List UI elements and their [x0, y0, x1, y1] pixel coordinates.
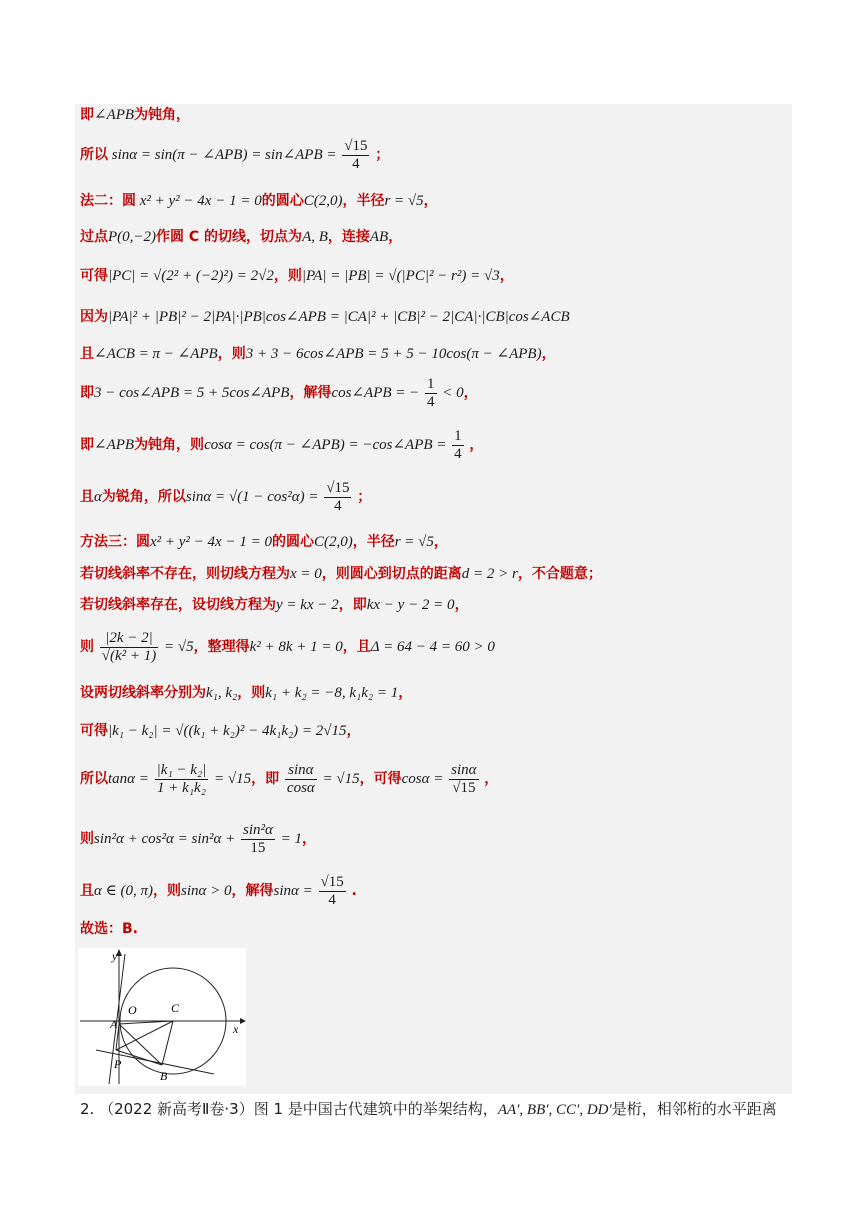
segment-pb: [116, 1050, 162, 1065]
label-p: P: [114, 1057, 122, 1071]
solution-line: 且α ∈ (0, π)，则sinα > 0，解得sinα = $\frac{√15}{4}$ .: [80, 874, 357, 908]
solution-line: 即∠APB为钝角，: [80, 107, 191, 123]
answer-line: 故选：B.: [80, 921, 138, 937]
label-y: y: [112, 949, 118, 963]
solution-line: 可得|k₁ − k₂| = √((k₁ + k₂)² − 4k₁k₂) = 2√15，: [80, 723, 361, 739]
label-c: C: [171, 1001, 180, 1015]
solution-line: 若切线斜率不存在，则切线方程为x = 0，则圆心到切点的距离d = 2 > r，不合题意；: [80, 566, 602, 582]
label-o: O: [128, 1003, 137, 1017]
solution-line: 则sin²α + cos²α = sin²α + $\frac{\text{sin²α}}{15}$ = 1，: [80, 822, 316, 856]
label-b: B: [160, 1069, 168, 1083]
next-question-line: 2. （2022 新高考Ⅱ卷·3）图 1 是中国古代建筑中的举架结构，AA′, BB′, CC′, DD′是桁，相邻桁的水平距离: [80, 1100, 777, 1118]
solution-line: 即3 − cos∠APB = 5 + 5cos∠APB，解得cos∠APB = − $\frac{1}{4}$ < 0，: [80, 376, 478, 410]
solution-line: 因为|PA|² + |PB|² − 2|PA|·|PB|cos∠APB = |CA|² + |CB|² − 2|CA|·|CB|cos∠ACB: [80, 309, 570, 325]
solution-line: 若切线斜率存在，设切线方程为y = kx − 2，即kx − y − 2 = 0，: [80, 597, 469, 613]
solution-line: 法二：圆 x² + y² − 4x − 1 = 0的圆心C(2,0)，半径r = √5，: [80, 193, 438, 209]
solution-line: 所以tanα = $\frac{\text{|k₁ − k₂|}}{\text{1 + k₁k₂}}$ = √15，即 $\frac{\sin\alpha}{\cos\alpha}$ = √15，可得cosα = $\frac{\sin\alpha}{√15}$ ，: [80, 762, 499, 796]
solution-line: 方法三：圆x² + y² − 4x − 1 = 0的圆心C(2,0)，半径r = √5，: [80, 534, 448, 550]
segment-pc: [116, 1021, 173, 1050]
label-a: A: [110, 1017, 118, 1031]
solution-line: 即∠APB为钝角，则cosα = cos(π − ∠APB) = −cos∠APB = $\frac{1}{4}$ ，: [80, 428, 484, 462]
segment-cb: [162, 1021, 173, 1065]
circle-tangent-diagram: [78, 948, 246, 1086]
solution-line: 可得|PC| = √(2² + (−2)²) = 2√2，则|PA| = |PB| = √(|PC|² − r²) = √3，: [80, 268, 514, 284]
solution-line: 且∠ACB = π − ∠APB，则3 + 3 − 6cos∠APB = 5 + 5 − 10cos(π − ∠APB)，: [80, 346, 556, 362]
solution-line: 则 $\frac{|2k - 2|}{\text{√(k² + 1)}}$ = √5，整理得k² + 8k + 1 = 0，且Δ = 64 − 4 = 60 > 0: [80, 630, 495, 664]
x-axis-arrow: [240, 1018, 246, 1024]
solution-line: 所以 sinα = sin(π − ∠APB) = sin∠APB = $\frac{√15}{4}$ ；: [80, 138, 390, 172]
solution-line: 过点P(0,−2)作圆 C 的切线，切点为A, B，连接AB，: [80, 229, 403, 245]
geometry-figure: [78, 948, 246, 1086]
label-x: x: [233, 1022, 239, 1036]
solution-line: 且α为锐角，所以sinα = √(1 − cos²α) = $\frac{√15}{4}$ ；: [80, 480, 372, 514]
solution-line: 设两切线斜率分别为k₁, k₂，则k₁ + k₂ = −8, k₁k₂ = 1，: [80, 685, 413, 701]
